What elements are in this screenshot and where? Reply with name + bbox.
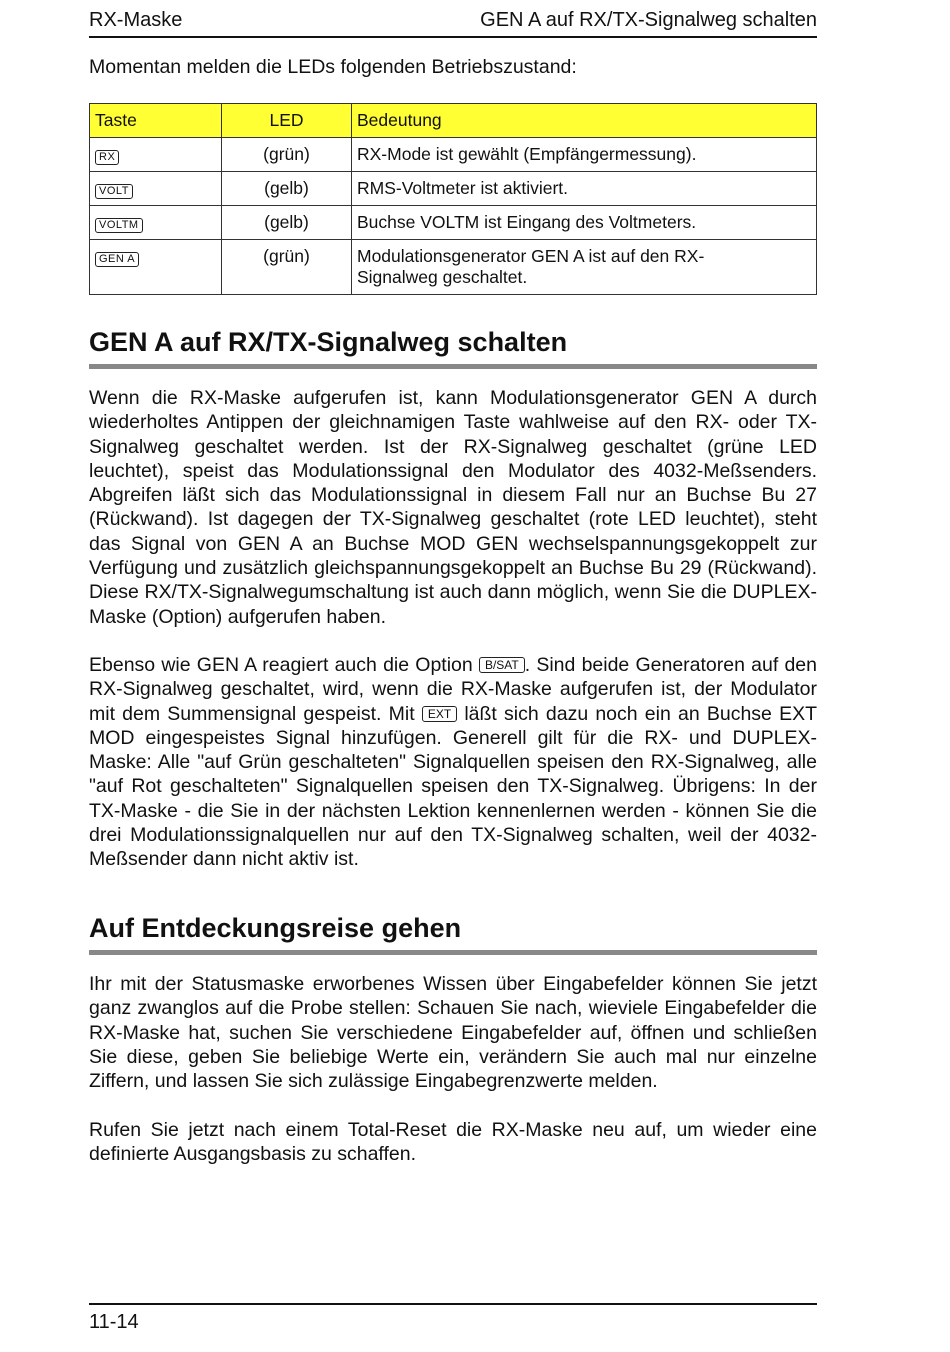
table-row (90, 206, 817, 240)
key-rx-symbol: RX (95, 150, 119, 165)
meaning-cell: RMS-Voltmeter ist aktiviert. (352, 172, 817, 206)
led-cell: (grün) (222, 240, 352, 295)
key-cell (90, 172, 222, 206)
table-header-row (90, 104, 817, 138)
intro-text: Momentan melden die LEDs folgenden Betriebszustand: (89, 56, 577, 78)
p2-text-b: . Sind beide Generatoren auf den RX-Signalweg geschaltet, wird, wenn die RX-Maske aufgerufen ist, der Modulator mit dem Summensignal gespeist. Mit (89, 654, 817, 725)
section-heading-gen-a: GEN A auf RX/TX-Signalweg schalten (89, 327, 817, 369)
p2-text-a: Ebenso wie GEN A reagiert auch die Option (89, 654, 479, 676)
led-status-table (89, 103, 817, 295)
header-section: GEN A auf RX/TX-Signalweg schalten (480, 9, 817, 31)
led-cell: (gelb) (222, 172, 352, 206)
page-footer (89, 1303, 817, 1334)
header-chapter: RX-Maske (89, 9, 183, 31)
key-voltm-symbol: VOLTM (95, 218, 143, 233)
col-header-bedeutung: Bedeutung (352, 104, 817, 138)
led-cell: (grün) (222, 138, 352, 172)
section1-paragraph-1: Wenn die RX-Maske aufgerufen ist, kann Modulationsgenerator GEN A durch wiederholtes Antippen der gleichnamigen Taste wahlweise auf den RX- oder TX-Signalweg geschaltet werden. Ist der RX-Signalweg geschaltet (grüne LED leuchtet), speist das Modulationssignal den Modulator des 4032-Meßsenders. Abgreifen läßt sich das Modulationssignal in diesem Fall nur an Buchse Bu 27 (Rückwand). Ist dagegen der TX-Signalweg geschaltet (rote LED leuchtet), steht das Signal von GEN A an Buchse MOD GEN wechselspannungsgekoppelt zur Verfügung und zusätzlich gleichspannungsgekoppelt an Buchse Bu 29 (Rückwand). Diese RX/TX-Signalwegumschaltung ist auch dann möglich, wenn Sie die DUPLEX-Maske (Option) aufgerufen haben. (89, 387, 817, 628)
key-gen-a-symbol: GEN A (95, 252, 139, 267)
key-cell (90, 240, 222, 295)
section2-paragraph-1: Ihr mit der Statusmaske erworbenes Wissen über Eingabefelder können Sie jetzt ganz zwanglos auf die Probe stellen: Schauen Sie nach, wieviele Eingabefelder die RX-Maske hat, suchen Sie verschiedene Eingabefelder auf, öffnen und schließen Sie diese, geben Sie beliebige Werte ein, verändern Sie auch mal nur einzelne Ziffern, und lassen Sie sich zulässige Eingabegrenzwerte melden. (89, 973, 817, 1093)
running-header (89, 8, 817, 38)
key-cell (90, 138, 222, 172)
meaning-cell: Modulationsgenerator GEN A ist auf den RX-Signalweg geschaltet. (352, 240, 817, 295)
key-cell (90, 206, 222, 240)
section-heading-entdeckungsreise: Auf Entdeckungsreise gehen (89, 913, 817, 955)
table-row (90, 240, 817, 295)
key-ext-symbol: EXT (422, 706, 457, 722)
col-header-led: LED (222, 104, 352, 138)
section2-paragraph-2: Rufen Sie jetzt nach einem Total-Reset die RX-Maske neu auf, um wieder eine definierte Ausgangsbasis zu schaffen. (89, 1119, 817, 1166)
table-row (90, 138, 817, 172)
key-b-sat-symbol: B/SAT (479, 657, 525, 673)
page-number: 11-14 (89, 1311, 139, 1333)
col-header-taste: Taste (90, 104, 222, 138)
table-row (90, 172, 817, 206)
section1-paragraph-2 (89, 653, 817, 872)
led-cell: (gelb) (222, 206, 352, 240)
key-volt-symbol: VOLT (95, 184, 133, 199)
p2-text-c: läßt sich dazu noch ein an Buchse EXT MOD eingespeistes Signal hinzufügen. Generell gilt für die RX- und DUPLEX-Maske: Alle "auf Grün geschalteten" Signalquellen speisen den RX-Signalweg, alle "auf Rot geschalteten" Signalquellen speisen den TX-Signalweg. Übrigens: In der TX-Maske - die Sie in der nächsten Lektion kennenlernen werden - können Sie die drei Modulationssignalquellen nur auf den TX-Signalweg schalten, weil der 4032-Meßsender dann nicht aktiv ist. (89, 702, 817, 871)
meaning-cell: RX-Mode ist gewählt (Empfängermessung). (352, 138, 817, 172)
meaning-cell: Buchse VOLTM ist Eingang des Voltmeters. (352, 206, 817, 240)
